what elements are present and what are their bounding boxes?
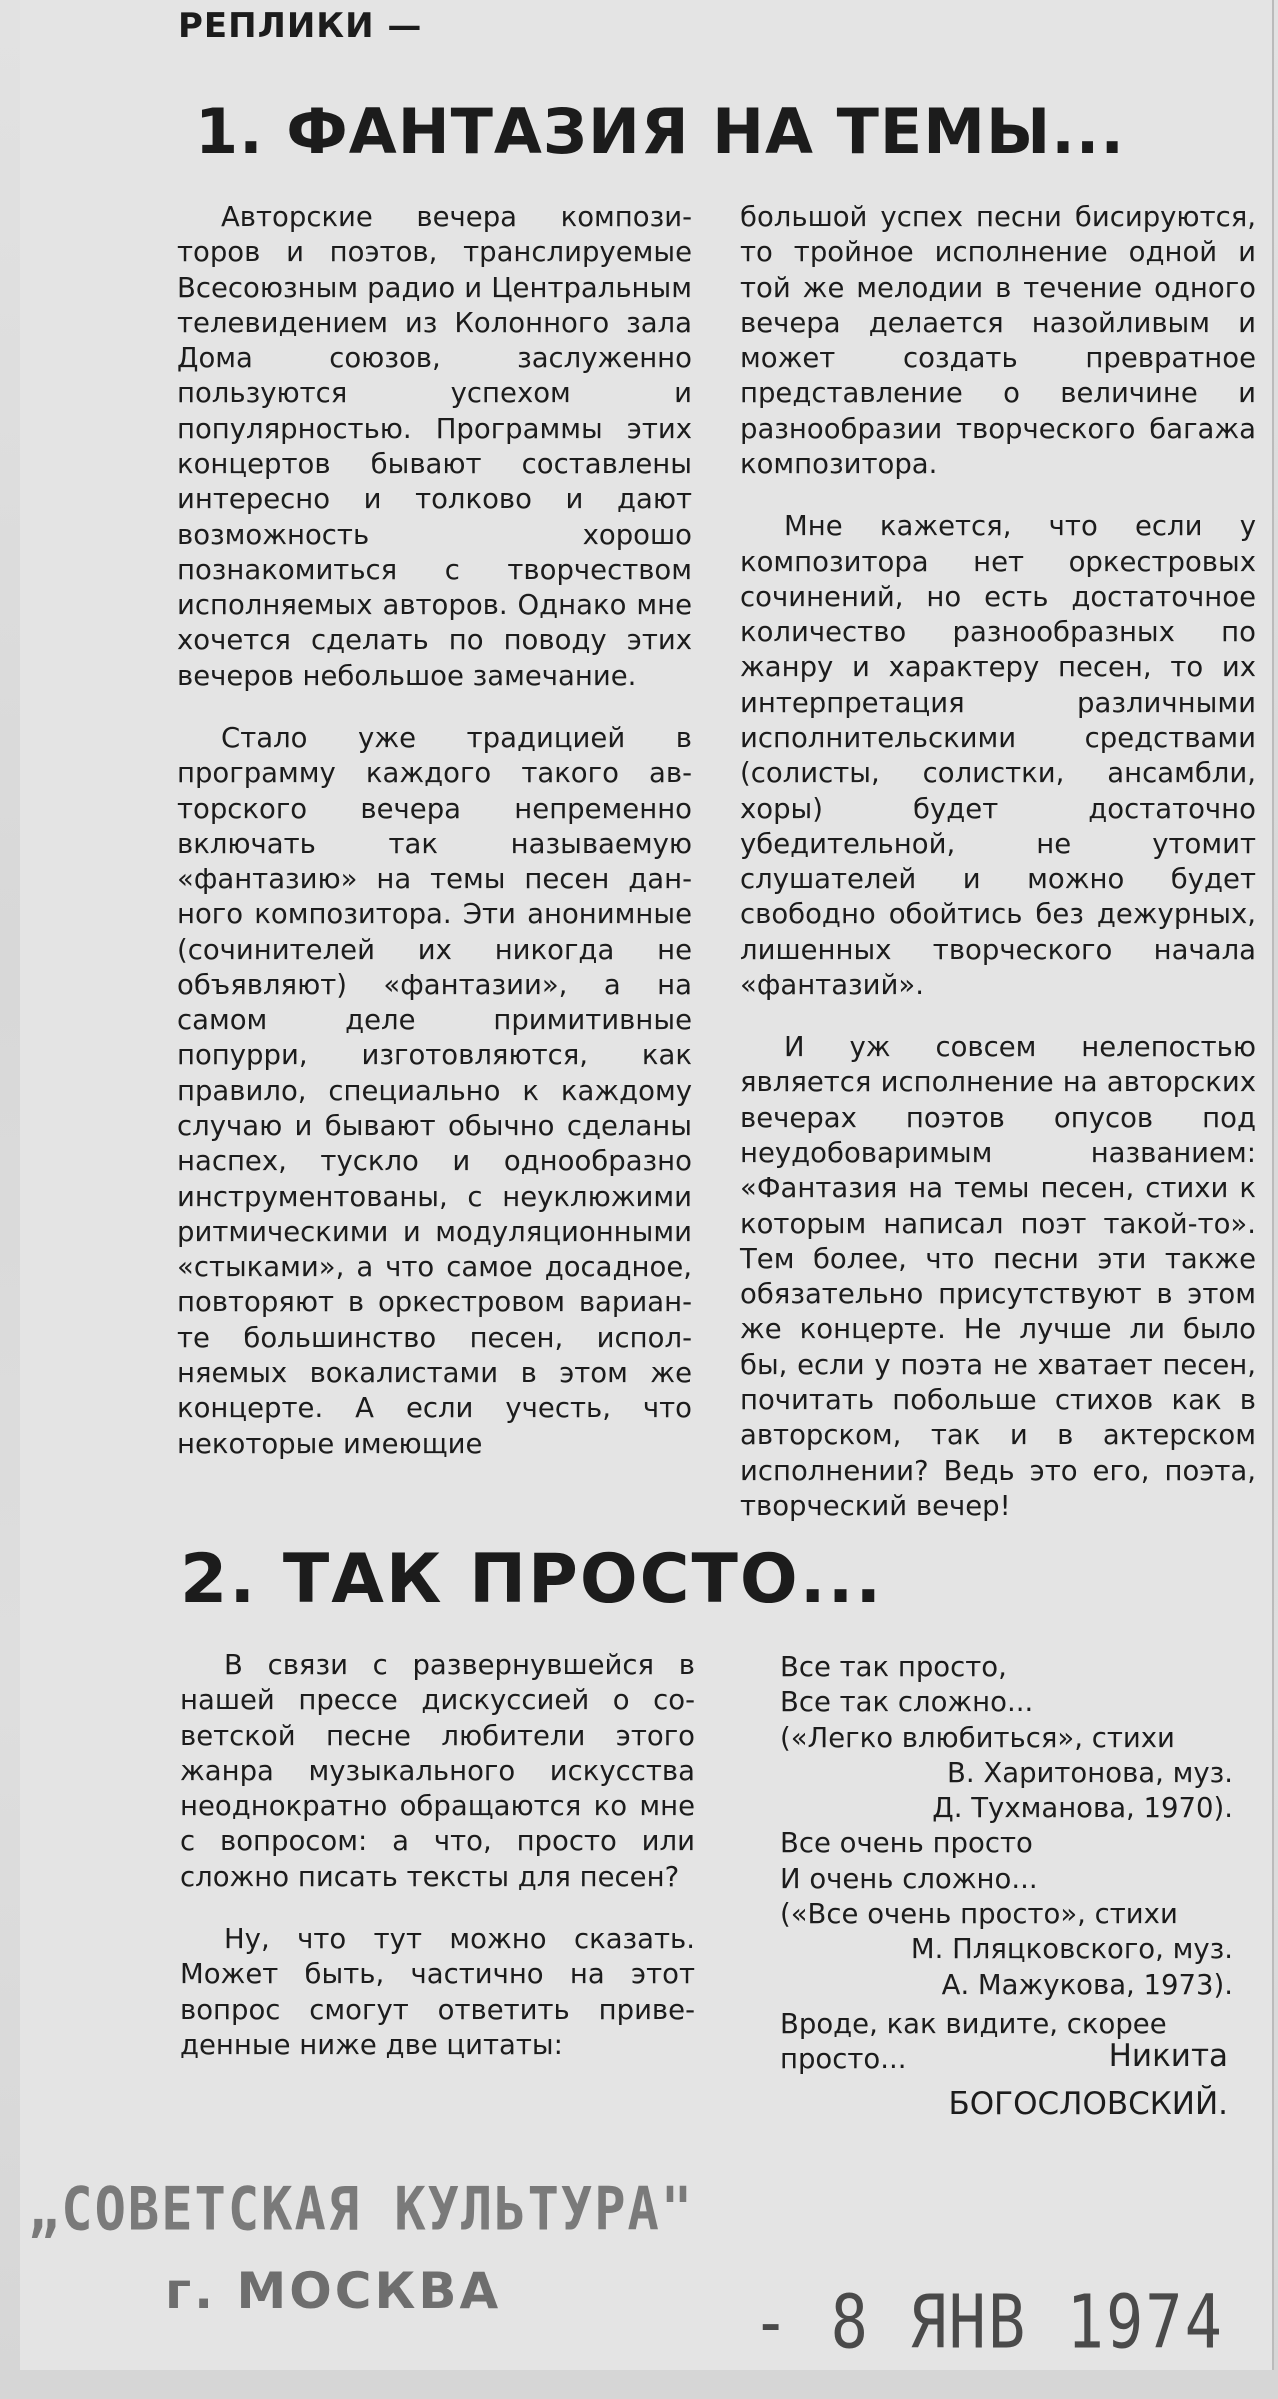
citation-line: («Все очень просто», стихи bbox=[780, 1897, 1178, 1930]
article-2-column-2-quotes bbox=[780, 1650, 1233, 2077]
quote-line: Все так сложно... bbox=[780, 1686, 1034, 1719]
article-2-title: 2. ТАК ПРОСТО... bbox=[180, 1540, 884, 1619]
paragraph: Мне кажется, что если у композитора нет оркестровых сочинений, но есть достаточное количество разнообразных по жанру и характеру песен, то их интерпретация различными исполнительскими средствами (солисты, солистки, ансамбли, хоры) будет достаточно убедительной, не утомит слушателей и можно будет свободно обойтись без дежурных, лишенных творческого начала «фантазий». bbox=[740, 510, 1256, 1001]
paragraph: В связи с развернувшейся в нашей прессе дискуссией о советской песне любители этого жанра музыкального искусства неоднократно обращаются ко мне с вопросом: а что, просто или сложно писать тексты для песен? bbox=[180, 1649, 695, 1893]
citation-line: («Легко влюбиться», стихи bbox=[780, 1721, 1175, 1754]
city-stamp: г. МОСКВА bbox=[165, 2262, 502, 2320]
citation-line: М. Пляцковского, муз. bbox=[910, 1933, 1233, 1966]
newspaper-name-stamp: „СОВЕТСКАЯ КУЛЬТУРА" bbox=[28, 2175, 695, 2245]
article-1-title: 1. ФАНТАЗИЯ НА ТЕМЫ... bbox=[195, 95, 1125, 168]
paragraph: И уж совсем нелепостью является исполнение на авторских вечерах поэтов опусов под неудобоваримым названием: «Фантазия на темы песен, стихи к которым написал поэт такой-то». Тем более, что песни эти также обязательно присутствуют в этом же концерте. Не лучше ли было бы, если у поэта не хватает песен, почитать побольше стихов как в авторском, так и в актерском исполнении? Ведь это его, поэта, творческий вечер! bbox=[740, 1031, 1256, 1522]
article-2-column-1 bbox=[180, 1648, 695, 2063]
paragraph: большой успех песни бисируются, то тройное исполнение одной и той же мелодии в течение одного вечера делается назойливым и может создать превратное представление о величине и разнообразии творческого багажа композитора. bbox=[740, 201, 1256, 480]
quote-line: Все очень просто bbox=[780, 1827, 1033, 1860]
citation-line: А. Мажукова, 1973). bbox=[941, 1968, 1233, 2001]
paragraph: Авторские вечера композиторов и поэтов, транслируемые Всесоюзным радио и Центральным телевидением из Колонного зала Дома союзов, заслуженно пользуются успехом и популярностью. Программы этих концертов бывают составлены интересно и толково и дают возможность хорошо познакомиться с творчеством исполняемых авторов. Однако мне хочется сделать по поводу этих вечеров небольшое замечание. bbox=[177, 201, 692, 692]
quote-line: Все так просто, bbox=[780, 1651, 1007, 1683]
citation-line: Д. Тухманова, 1970). bbox=[932, 1792, 1233, 1825]
citation-line: В. Харитонова, муз. bbox=[947, 1756, 1233, 1789]
rubric-heading: РЕПЛИКИ — bbox=[178, 6, 423, 46]
author-last-name: БОГОСЛОВСКИЙ. bbox=[948, 2086, 1228, 2122]
paragraph: Стало уже традицией в программу каждого такого авторского вечера непременно включать так называемую «фантазию» на темы песен данного композитора. Эти анонимные (сочинителей их никогда не объявляют) «фантазии», а на самом деле примитивные попурри, изготовляются, как правило, специально к каждому случаю и бывают обычно сделаны наспех, тускло и однообразно инструментованы, с неуклюжими ритмическими и модуляционными «стыками», а что самое досадное, повторяют в оркестровом варианте большинство песен, исполняемых вокалистами в этом же концерте. А если учесть, что некоторые имеющие bbox=[177, 721, 692, 1460]
closing-paragraph: Вроде, как видите, скорее просто... bbox=[780, 2007, 1167, 2076]
date-stamp: - 8 ЯНВ 1974 bbox=[752, 2277, 1224, 2366]
article-1-column-2 bbox=[740, 200, 1256, 1524]
author-first-name: Никита bbox=[1108, 2038, 1228, 2074]
paragraph: Ну, что тут можно сказать. Может быть, частично на этот вопрос смогут ответить приведенные ниже две цитаты: bbox=[180, 1922, 695, 2061]
article-1-column-1 bbox=[177, 200, 692, 1462]
quote-line: И очень сложно... bbox=[780, 1862, 1038, 1895]
